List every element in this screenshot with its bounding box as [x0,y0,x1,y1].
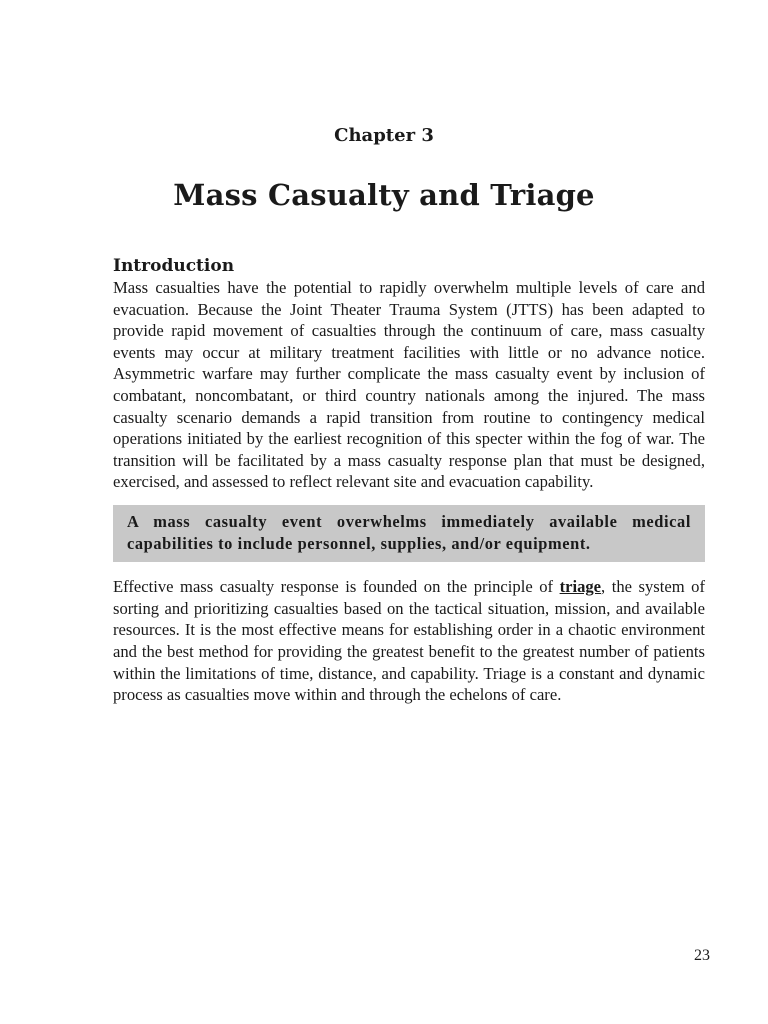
introduction-paragraph: Mass casualties have the potential to rapidly overwhelm multiple levels of care and evacuation. Because the Joint Theater Trauma System (JTTS) has been adapted to provide rapid movement of casualties through the continuum of care, mass casualty events may occur at military treatment facilities with little or no advance notice. Asymmetric warfare may further complicate the mass casualty event by inclusion of combatant, noncombatant, or third country nationals among the injured. The mass casualty scenario demands a rapid transition from routine to contingency medical operations initiated by the earliest recognition of this specter within the fog of war. The transition will be facilitated by a mass casualty response plan that must be designed, exercised, and assessed to reflect relevant site and evacuation capability. [113,278,705,492]
chapter-label: Chapter 3 [334,125,434,146]
section-heading-introduction: Introduction [113,256,235,276]
chapter-title: Mass Casualty and Triage [173,178,595,212]
page-number: 23 [694,947,710,964]
triage-paragraph [113,576,705,706]
definition-callout: A mass casualty event overwhelms immediately available medical capabilities to include personnel, supplies, and/or equipment. [113,505,705,562]
triage-paragraph-body: , the system of sorting and prioritizing casualties based on the tactical situation, mission, and available resources. It is the most effective means for establishing order in a chaotic environment and the best method for providing the greatest benefit to the greatest number of patients within the limitations of time, distance, and capability. Triage is a constant and dynamic process as casualties move within and through the echelons of care. [113,577,705,705]
triage-paragraph-lead: Effective mass casualty response is founded on the principle of [113,577,560,597]
chapter-content [113,256,705,706]
triage-keyword: triage [559,577,602,597]
